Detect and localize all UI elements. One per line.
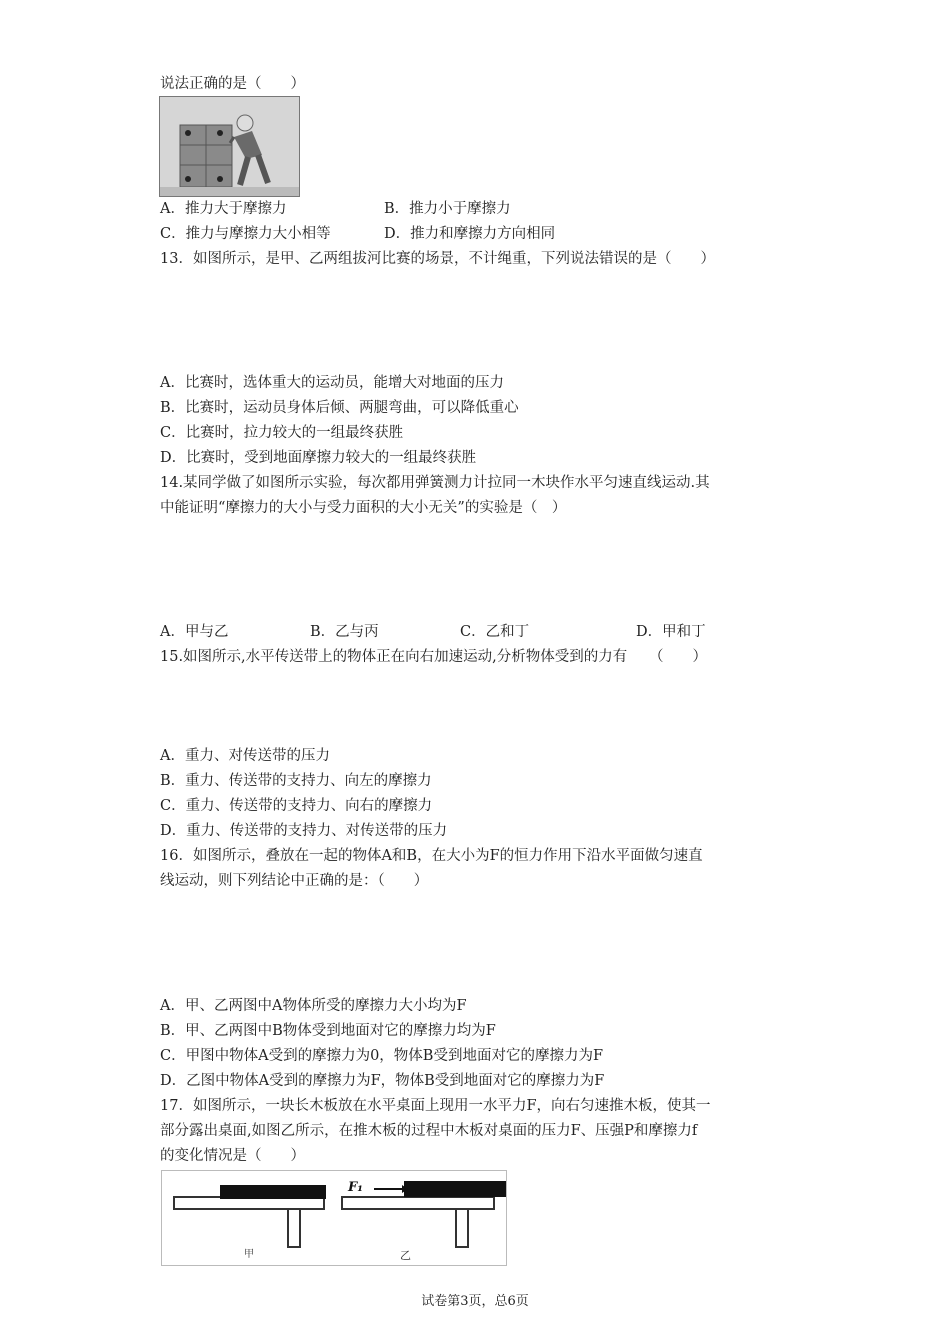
- q17-stem-line3: 的变化情况是（ ）: [160, 1148, 305, 1164]
- q16-option-b: B．甲、乙两图中B物体受到地面对它的摩擦力均为F: [160, 1023, 496, 1039]
- q12-option-b: B．推力小于摩擦力: [384, 201, 511, 217]
- q15-option-c: C．重力、传送带的支持力、向右的摩擦力: [160, 798, 433, 814]
- q17-label-jia: 甲: [244, 1249, 254, 1260]
- q17-label-yi: 乙: [400, 1249, 411, 1262]
- q15-option-b: B．重力、传送带的支持力、向左的摩擦力: [160, 773, 432, 789]
- q14-stem-line2: 中能证明“摩擦力的大小与受力面积的大小无关”的实验是（ ）: [160, 500, 567, 516]
- q16-option-d: D．乙图中物体A受到的摩擦力为F，物体B受到地面对它的摩擦力为F: [160, 1073, 605, 1089]
- page-footer: 试卷第3页，总6页: [421, 1294, 529, 1309]
- q17-stem-line2: 部分露出桌面,如图乙所示，在推木板的过程中木板对桌面的压力F、压强P和摩擦力f: [160, 1123, 698, 1139]
- q13-option-c: C．比赛时，拉力较大的一组最终获胜: [160, 425, 404, 441]
- q15-option-a: A．重力、对传送带的压力: [160, 748, 330, 764]
- q14-option-c: C．乙和丁: [460, 624, 530, 640]
- q15-stem: 15.如图所示,水平传送带上的物体正在向右加速运动,分析物体受到的力有 （ ）: [160, 649, 708, 665]
- q13-option-b: B．比赛时，运动员身体后倾、两腿弯曲，可以降低重心: [160, 400, 519, 416]
- q12-option-a: A．推力大于摩擦力: [160, 201, 287, 217]
- q16-stem-line1: 16．如图所示，叠放在一起的物体A和B，在大小为F的恒力作用下沿水平面做匀速直: [160, 848, 703, 864]
- q17-stem-line1: 17．如图所示，一块长木板放在水平桌面上现用一水平力F，向右匀速推木板，使其一: [160, 1098, 711, 1114]
- q13-option-d: D．比赛时，受到地面摩擦力较大的一组最终获胜: [160, 450, 477, 466]
- q16-option-c: C．甲图中物体A受到的摩擦力为0，物体B受到地面对它的摩擦力为F: [160, 1048, 604, 1064]
- q15-option-d: D．重力、传送带的支持力、对传送带的压力: [160, 823, 448, 839]
- q13-stem: 13．如图所示，是甲、乙两组拔河比赛的场景，不计绳重，下列说法错误的是（ ）: [160, 251, 715, 267]
- q13-option-a: A．比赛时，选体重大的运动员，能增大对地面的压力: [160, 375, 504, 391]
- q14-stem-line1: 14.某同学做了如图所示实验，每次都用弹簧测力计拉同一木块作水平匀速直线运动.其: [160, 475, 710, 491]
- q12-figure-man-pushing-crate: [159, 96, 300, 197]
- q12-option-c: C．推力与摩擦力大小相等: [160, 226, 331, 242]
- q14-option-b: B．乙与丙: [310, 624, 379, 640]
- q14-option-d: D．甲和丁: [636, 624, 706, 640]
- q17-figure-board-on-table: [161, 1170, 507, 1266]
- q16-stem-line2: 线运动，则下列结论中正确的是：（ ）: [160, 873, 429, 889]
- q12-stem: 说法正确的是（ ）: [160, 76, 305, 92]
- q17-force-label: F₁: [348, 1180, 363, 1195]
- q16-option-a: A．甲、乙两图中A物体所受的摩擦力大小均为F: [160, 998, 467, 1014]
- q12-option-d: D．推力和摩擦力方向相同: [384, 226, 556, 242]
- q14-option-a: A．甲与乙: [160, 624, 229, 640]
